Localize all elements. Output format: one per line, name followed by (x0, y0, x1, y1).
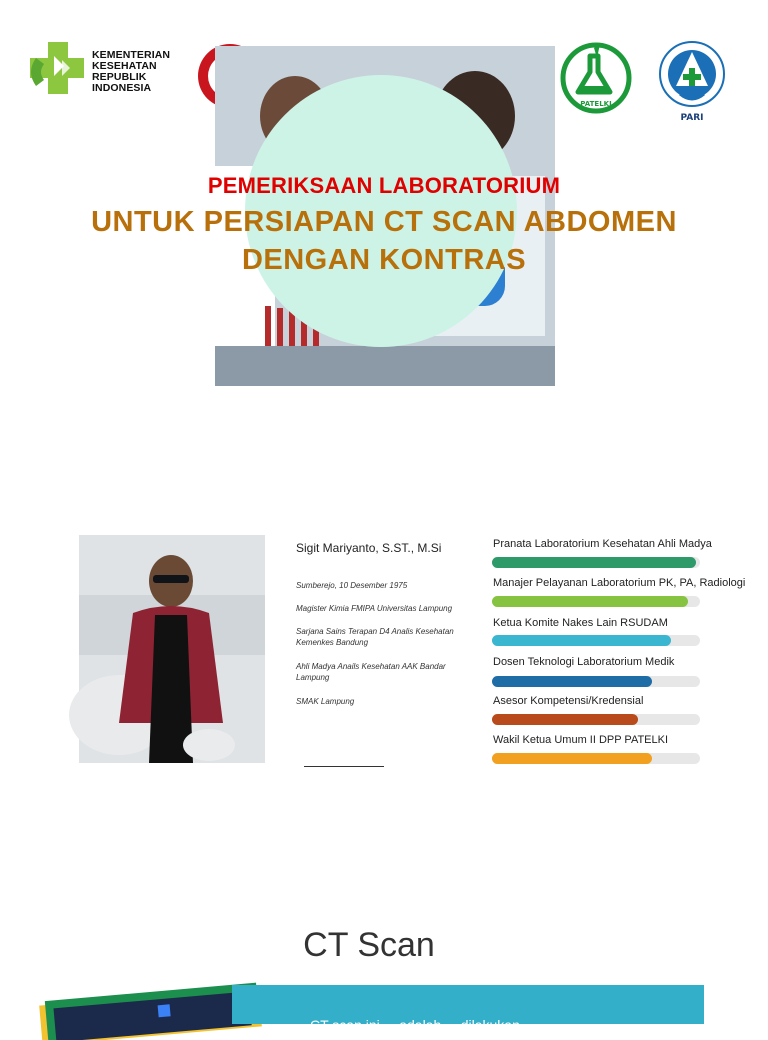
kemenkes-text (92, 50, 170, 94)
kemenkes-emblem-icon (26, 38, 90, 106)
role-bar-fill (492, 557, 696, 568)
role-bar-track (492, 635, 700, 646)
role-label: Ketua Komite Nakes Lain RSUDAM (493, 617, 668, 629)
role-bar-fill (492, 635, 671, 646)
role-bar-track (492, 676, 700, 687)
role-bar-fill (492, 596, 688, 607)
speaker-portrait-image (79, 535, 265, 763)
bio-school: SMAK Lampung (296, 697, 355, 706)
role-bar-track (492, 557, 700, 568)
role-bar-track (492, 753, 700, 764)
kemenkes-line: REPUBLIK (92, 71, 147, 83)
svg-text:PARI: PARI (680, 113, 704, 123)
kemenkes-line: KESEHATAN (92, 60, 157, 72)
pari-logo (658, 38, 726, 124)
role-bar-fill (492, 714, 638, 725)
bio-birth: Sumberejo, 10 Desember 1975 (296, 581, 408, 590)
role-label: Manajer Pelayanan Laboratorium PK, PA, Radiologi (493, 577, 746, 589)
patelki-logo (560, 40, 632, 116)
role-label: Dosen Teknologi Laboratorium Medik (493, 656, 675, 668)
ct-scan-band-text: CT scan ini ... adalah ... dilakukan (310, 1017, 520, 1033)
kemenkes-line: INDONESIA (92, 82, 152, 94)
bio-master-degree: Magister Kimia FMIPA Universitas Lampung (296, 604, 453, 613)
title-slide (0, 0, 768, 430)
role-bar-track (492, 714, 700, 725)
speaker-profile-slide (0, 520, 768, 790)
title-line-2-3 (0, 203, 768, 279)
svg-text:PATELKI: PATELKI (580, 100, 612, 108)
role-label: Asesor Kompetensi/Kredensial (493, 695, 644, 707)
role-bar-track (492, 596, 700, 607)
role-label: Wakil Ketua Umum II DPP PATELKI (493, 734, 669, 746)
green-card-graphic (39, 980, 262, 1039)
divider-line (304, 766, 384, 767)
bio-bachelor-degree: Sarjana Sains Terapan D4 Analis Kesehatan Kemenkes Bandung (296, 627, 454, 647)
title-line-1: PEMERIKSAAN LABORATORIUM (207, 173, 561, 198)
ct-scan-title: CT Scan (303, 926, 435, 964)
role-bar-fill (492, 753, 652, 764)
title-line-2: UNTUK PERSIAPAN CT SCAN ABDOMEN (91, 206, 677, 238)
role-bar-fill (492, 676, 652, 687)
speaker-photo (79, 535, 265, 763)
role-label: Pranata Laboratorium Kesehatan Ahli Madya (493, 538, 712, 550)
speaker-name: Sigit Mariyanto, S.ST., M.Si (296, 541, 442, 555)
bio-diploma: Ahli Madya Anails Kesehatan AAK Bandar Lampung (296, 662, 446, 682)
kemenkes-logo (26, 38, 176, 106)
kemenkes-line: KEMENTERIAN (92, 49, 171, 61)
patelki-emblem-icon (560, 40, 632, 116)
pari-emblem-icon (658, 38, 726, 124)
title-line-3: DENGAN KONTRAS (241, 244, 527, 276)
